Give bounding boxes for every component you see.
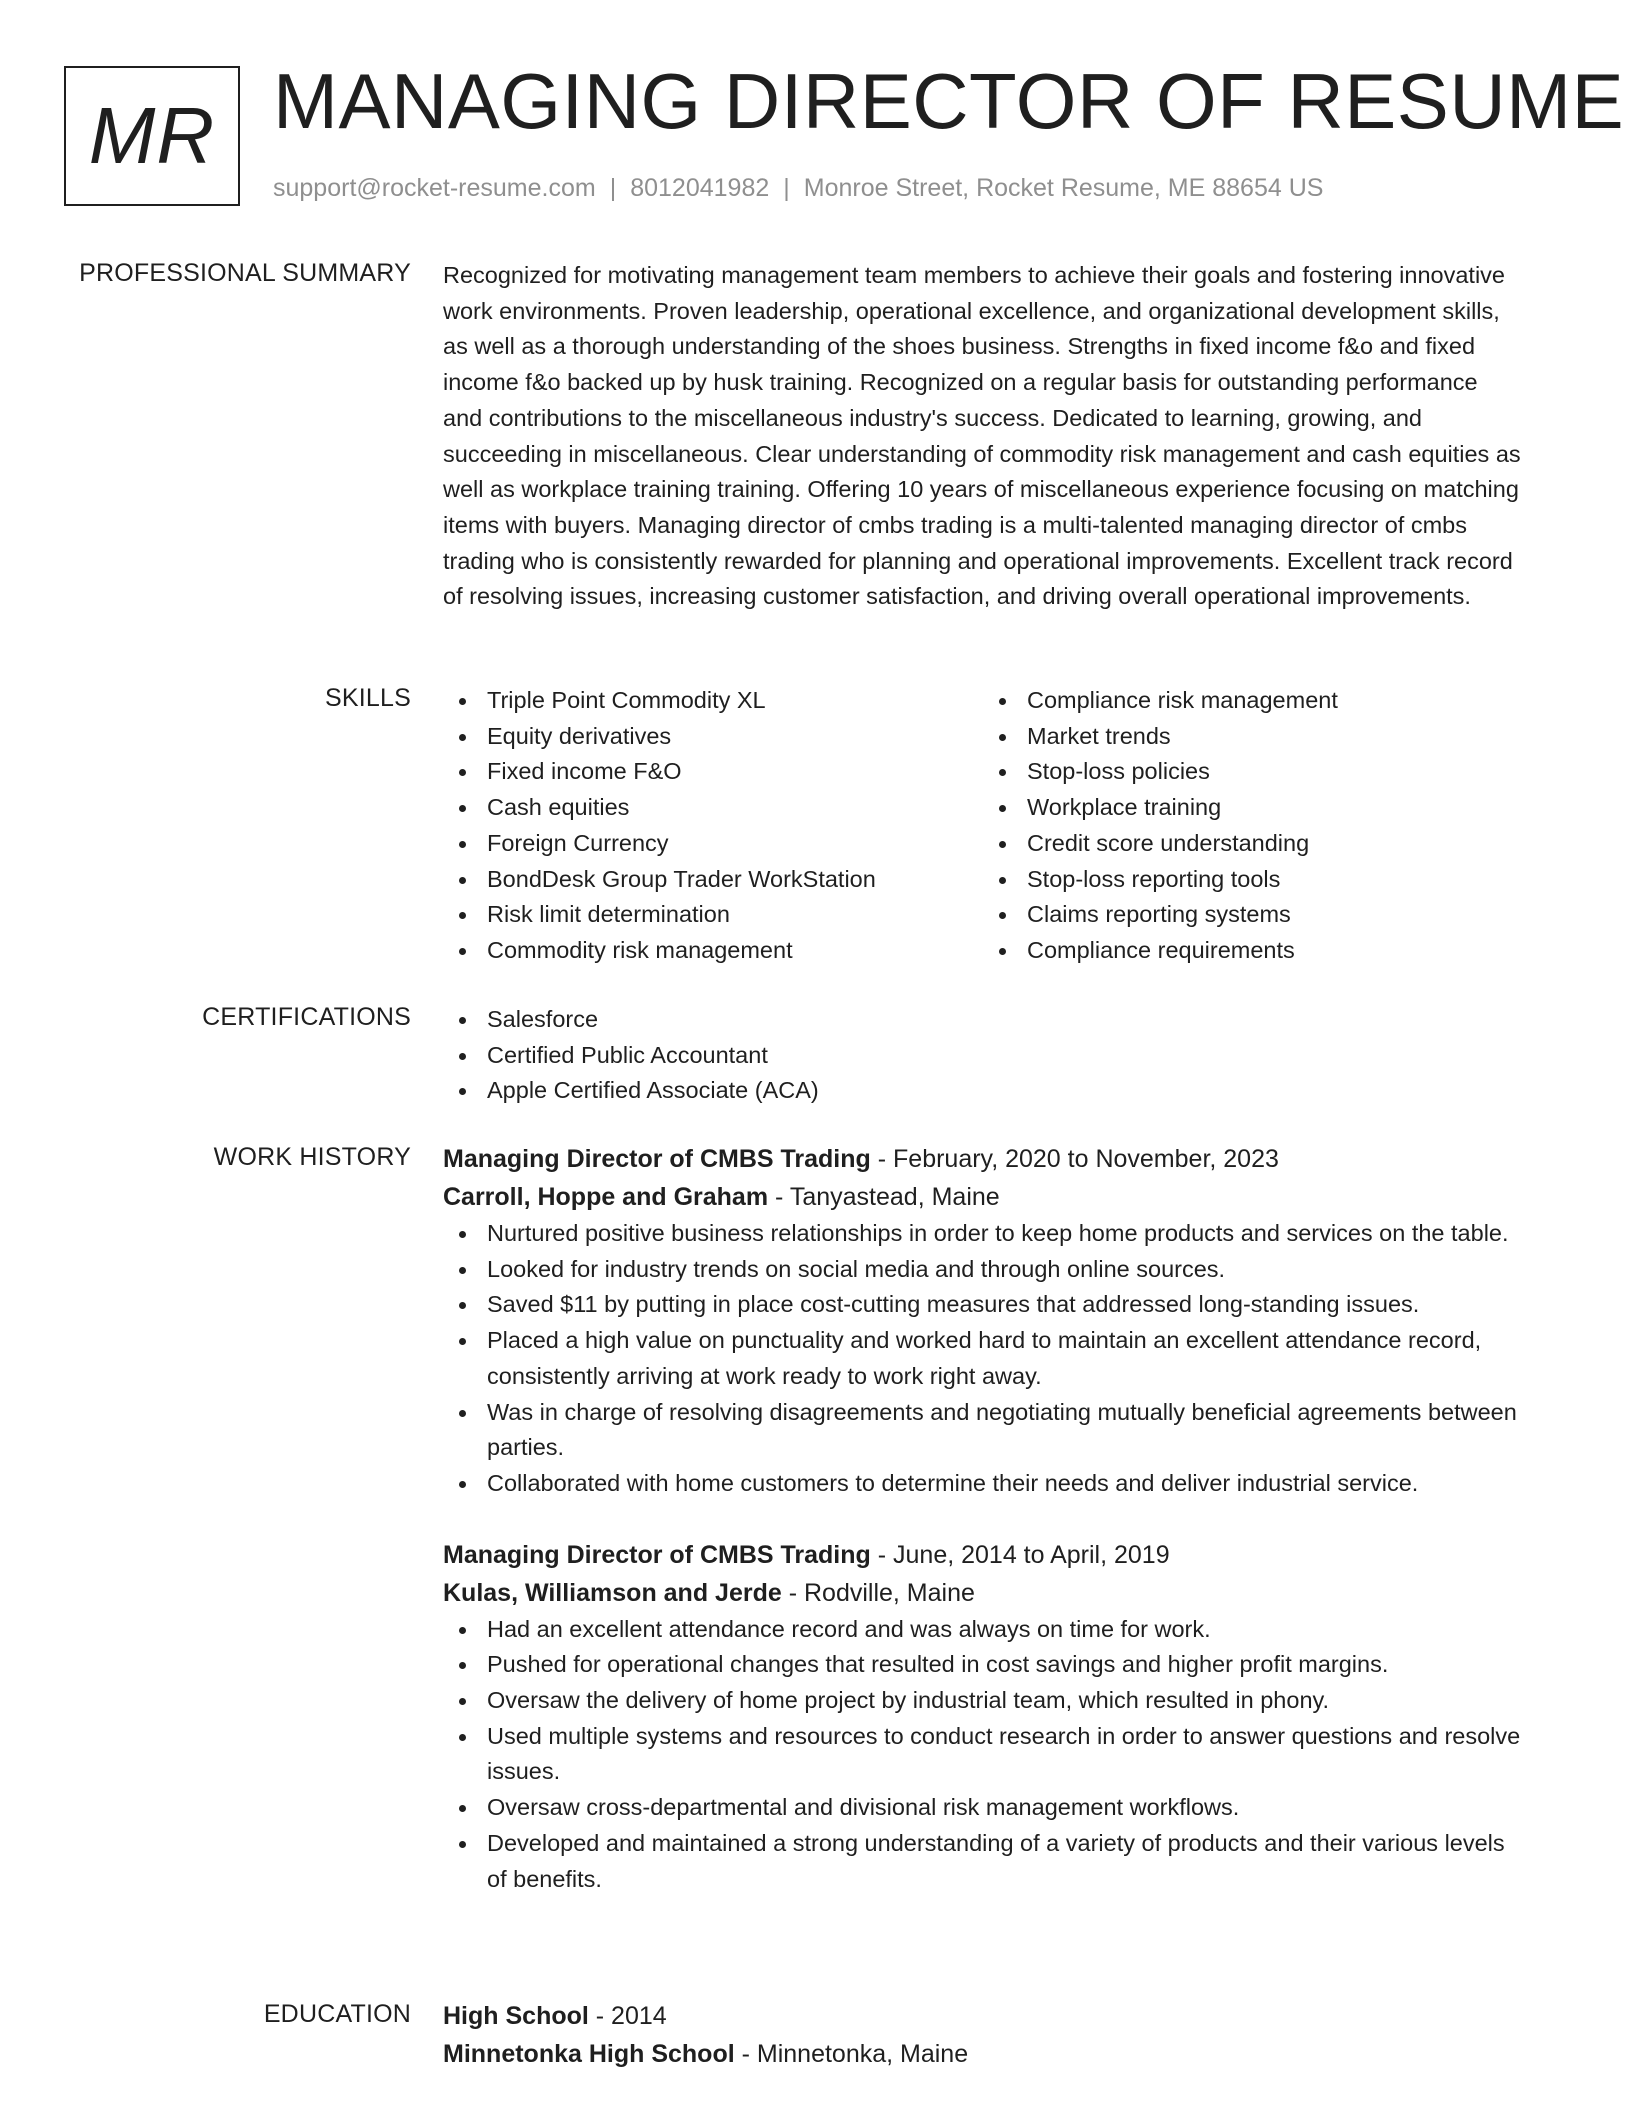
skills-label: SKILLS	[325, 684, 411, 712]
contact-phone[interactable]: 8012041982	[630, 174, 770, 202]
certifications-list	[443, 1002, 1523, 1109]
skill-item: Commodity risk management	[443, 933, 983, 969]
skill-item: Fixed income F&O	[443, 754, 983, 790]
skills-list-right	[983, 683, 1523, 969]
job-responsibility-item: Oversaw the delivery of home project by industrial team, which resulted in phony.	[443, 1683, 1523, 1719]
certification-item: Apple Certified Associate (ACA)	[443, 1073, 1523, 1109]
skill-item: Workplace training	[983, 790, 1523, 826]
education-label: EDUCATION	[263, 2000, 411, 2028]
monogram-logo: MR	[64, 66, 240, 206]
education-degree: High School	[443, 2002, 589, 2030]
education-body	[443, 1997, 1523, 2073]
job-responsibilities-list	[443, 1612, 1523, 1898]
skill-item: Stop-loss policies	[983, 754, 1523, 790]
summary-label: PROFESSIONAL SUMMARY	[79, 259, 411, 287]
skill-item: Market trends	[983, 719, 1523, 755]
summary-text: Recognized for motivating management team members to achieve their goals and fostering innovative work environments. Proven leadership, operational excellence, and organizational development skills, as well as a thorough understanding of the shoes business. Strengths in fixed income f&o and fixed income f&o backed up by husk training. Recognized on a regular basis for outstanding performance and contributions to the miscellaneous industry's success. Dedicated to learning, growing, and succeeding in miscellaneous. Clear understanding of commodity risk management and cash equities as well as workplace training training. Offering 10 years of miscellaneous experience focusing on matching items with buyers. Managing director of cmbs trading is a multi-talented managing director of cmbs trading who is consistently rewarded for planning and operational improvements. Excellent track record of resolving issues, increasing customer satisfaction, and driving overall operational improvements.	[443, 262, 1521, 610]
job-responsibility-item: Saved $11 by putting in place cost-cutting measures that addressed long-standing issues.	[443, 1287, 1523, 1323]
job-dates: - June, 2014 to April, 2019	[870, 1540, 1170, 1569]
education-year: - 2014	[588, 2002, 667, 2030]
certifications-label: CERTIFICATIONS	[202, 1003, 411, 1031]
skill-item: Risk limit determination	[443, 897, 983, 933]
job-entry	[443, 1140, 1523, 1502]
certification-item: Certified Public Accountant	[443, 1038, 1523, 1074]
job-company-line	[443, 1178, 1523, 1216]
skill-item: Credit score understanding	[983, 826, 1523, 862]
job-responsibility-item: Placed a high value on punctuality and worked hard to maintain an excellent attendance record, consistently arriving at work ready to work right away.	[443, 1323, 1523, 1394]
contact-separator: |	[783, 174, 790, 202]
contact-separator: |	[609, 174, 617, 202]
resume-name-heading: MANAGING DIRECTOR OF RESUME	[273, 57, 1625, 145]
job-responsibility-item: Was in charge of resolving disagreements and negotiating mutually beneficial agreements between parties.	[443, 1395, 1523, 1466]
skills-body	[443, 683, 1523, 969]
job-title-line	[443, 1140, 1523, 1178]
job-responsibility-item: Nurtured positive business relationships in order to keep home products and services on the table.	[443, 1216, 1523, 1252]
skill-item: Foreign Currency	[443, 826, 983, 862]
skill-item: BondDesk Group Trader WorkStation	[443, 862, 983, 898]
work-history-label: WORK HISTORY	[213, 1143, 411, 1171]
job-entry	[443, 1536, 1523, 1898]
job-location: - Rodville, Maine	[781, 1578, 975, 1607]
job-responsibility-item: Oversaw cross-departmental and divisional risk management workflows.	[443, 1790, 1523, 1826]
contact-line	[273, 174, 1323, 203]
skill-item: Cash equities	[443, 790, 983, 826]
job-company: Kulas, Williamson and Jerde	[443, 1578, 782, 1607]
certification-item: Salesforce	[443, 1002, 1523, 1038]
skills-list-left	[443, 683, 983, 969]
education-degree-line	[443, 1997, 1523, 2035]
contact-address: Monroe Street, Rocket Resume, ME 88654 US	[803, 174, 1324, 202]
job-dates: - February, 2020 to November, 2023	[870, 1145, 1279, 1173]
job-title-line	[443, 1536, 1523, 1574]
job-responsibility-item: Pushed for operational changes that resulted in cost savings and higher profit margins.	[443, 1647, 1523, 1683]
job-responsibility-item: Developed and maintained a strong understanding of a variety of products and their various levels of benefits.	[443, 1826, 1523, 1897]
job-company: Carroll, Hoppe and Graham	[443, 1183, 769, 1211]
education-school: Minnetonka High School	[443, 2040, 735, 2068]
summary-body	[443, 258, 1523, 615]
skill-item: Compliance requirements	[983, 933, 1523, 969]
work-history-body	[443, 1140, 1523, 1897]
job-responsibility-item: Looked for industry trends on social media and through online sources.	[443, 1252, 1523, 1288]
skill-item: Triple Point Commodity XL	[443, 683, 983, 719]
skill-item: Equity derivatives	[443, 719, 983, 755]
skill-item: Claims reporting systems	[983, 897, 1523, 933]
job-title: Managing Director of CMBS Trading	[443, 1540, 871, 1569]
education-location: - Minnetonka, Maine	[734, 2040, 969, 2068]
contact-email[interactable]: support@rocket-resume.com	[273, 174, 596, 202]
education-school-line	[443, 2035, 1523, 2073]
skill-item: Compliance risk management	[983, 683, 1523, 719]
job-title: Managing Director of CMBS Trading	[443, 1145, 871, 1173]
skill-item: Stop-loss reporting tools	[983, 862, 1523, 898]
certifications-body	[443, 1002, 1523, 1109]
job-responsibility-item: Collaborated with home customers to determine their needs and deliver industrial service.	[443, 1466, 1523, 1502]
job-location: - Tanyastead, Maine	[768, 1183, 1000, 1211]
job-responsibility-item: Used multiple systems and resources to conduct research in order to answer questions and resolve issues.	[443, 1719, 1523, 1790]
job-responsibility-item: Had an excellent attendance record and was always on time for work.	[443, 1612, 1523, 1648]
job-company-line	[443, 1574, 1523, 1612]
job-responsibilities-list	[443, 1216, 1523, 1502]
